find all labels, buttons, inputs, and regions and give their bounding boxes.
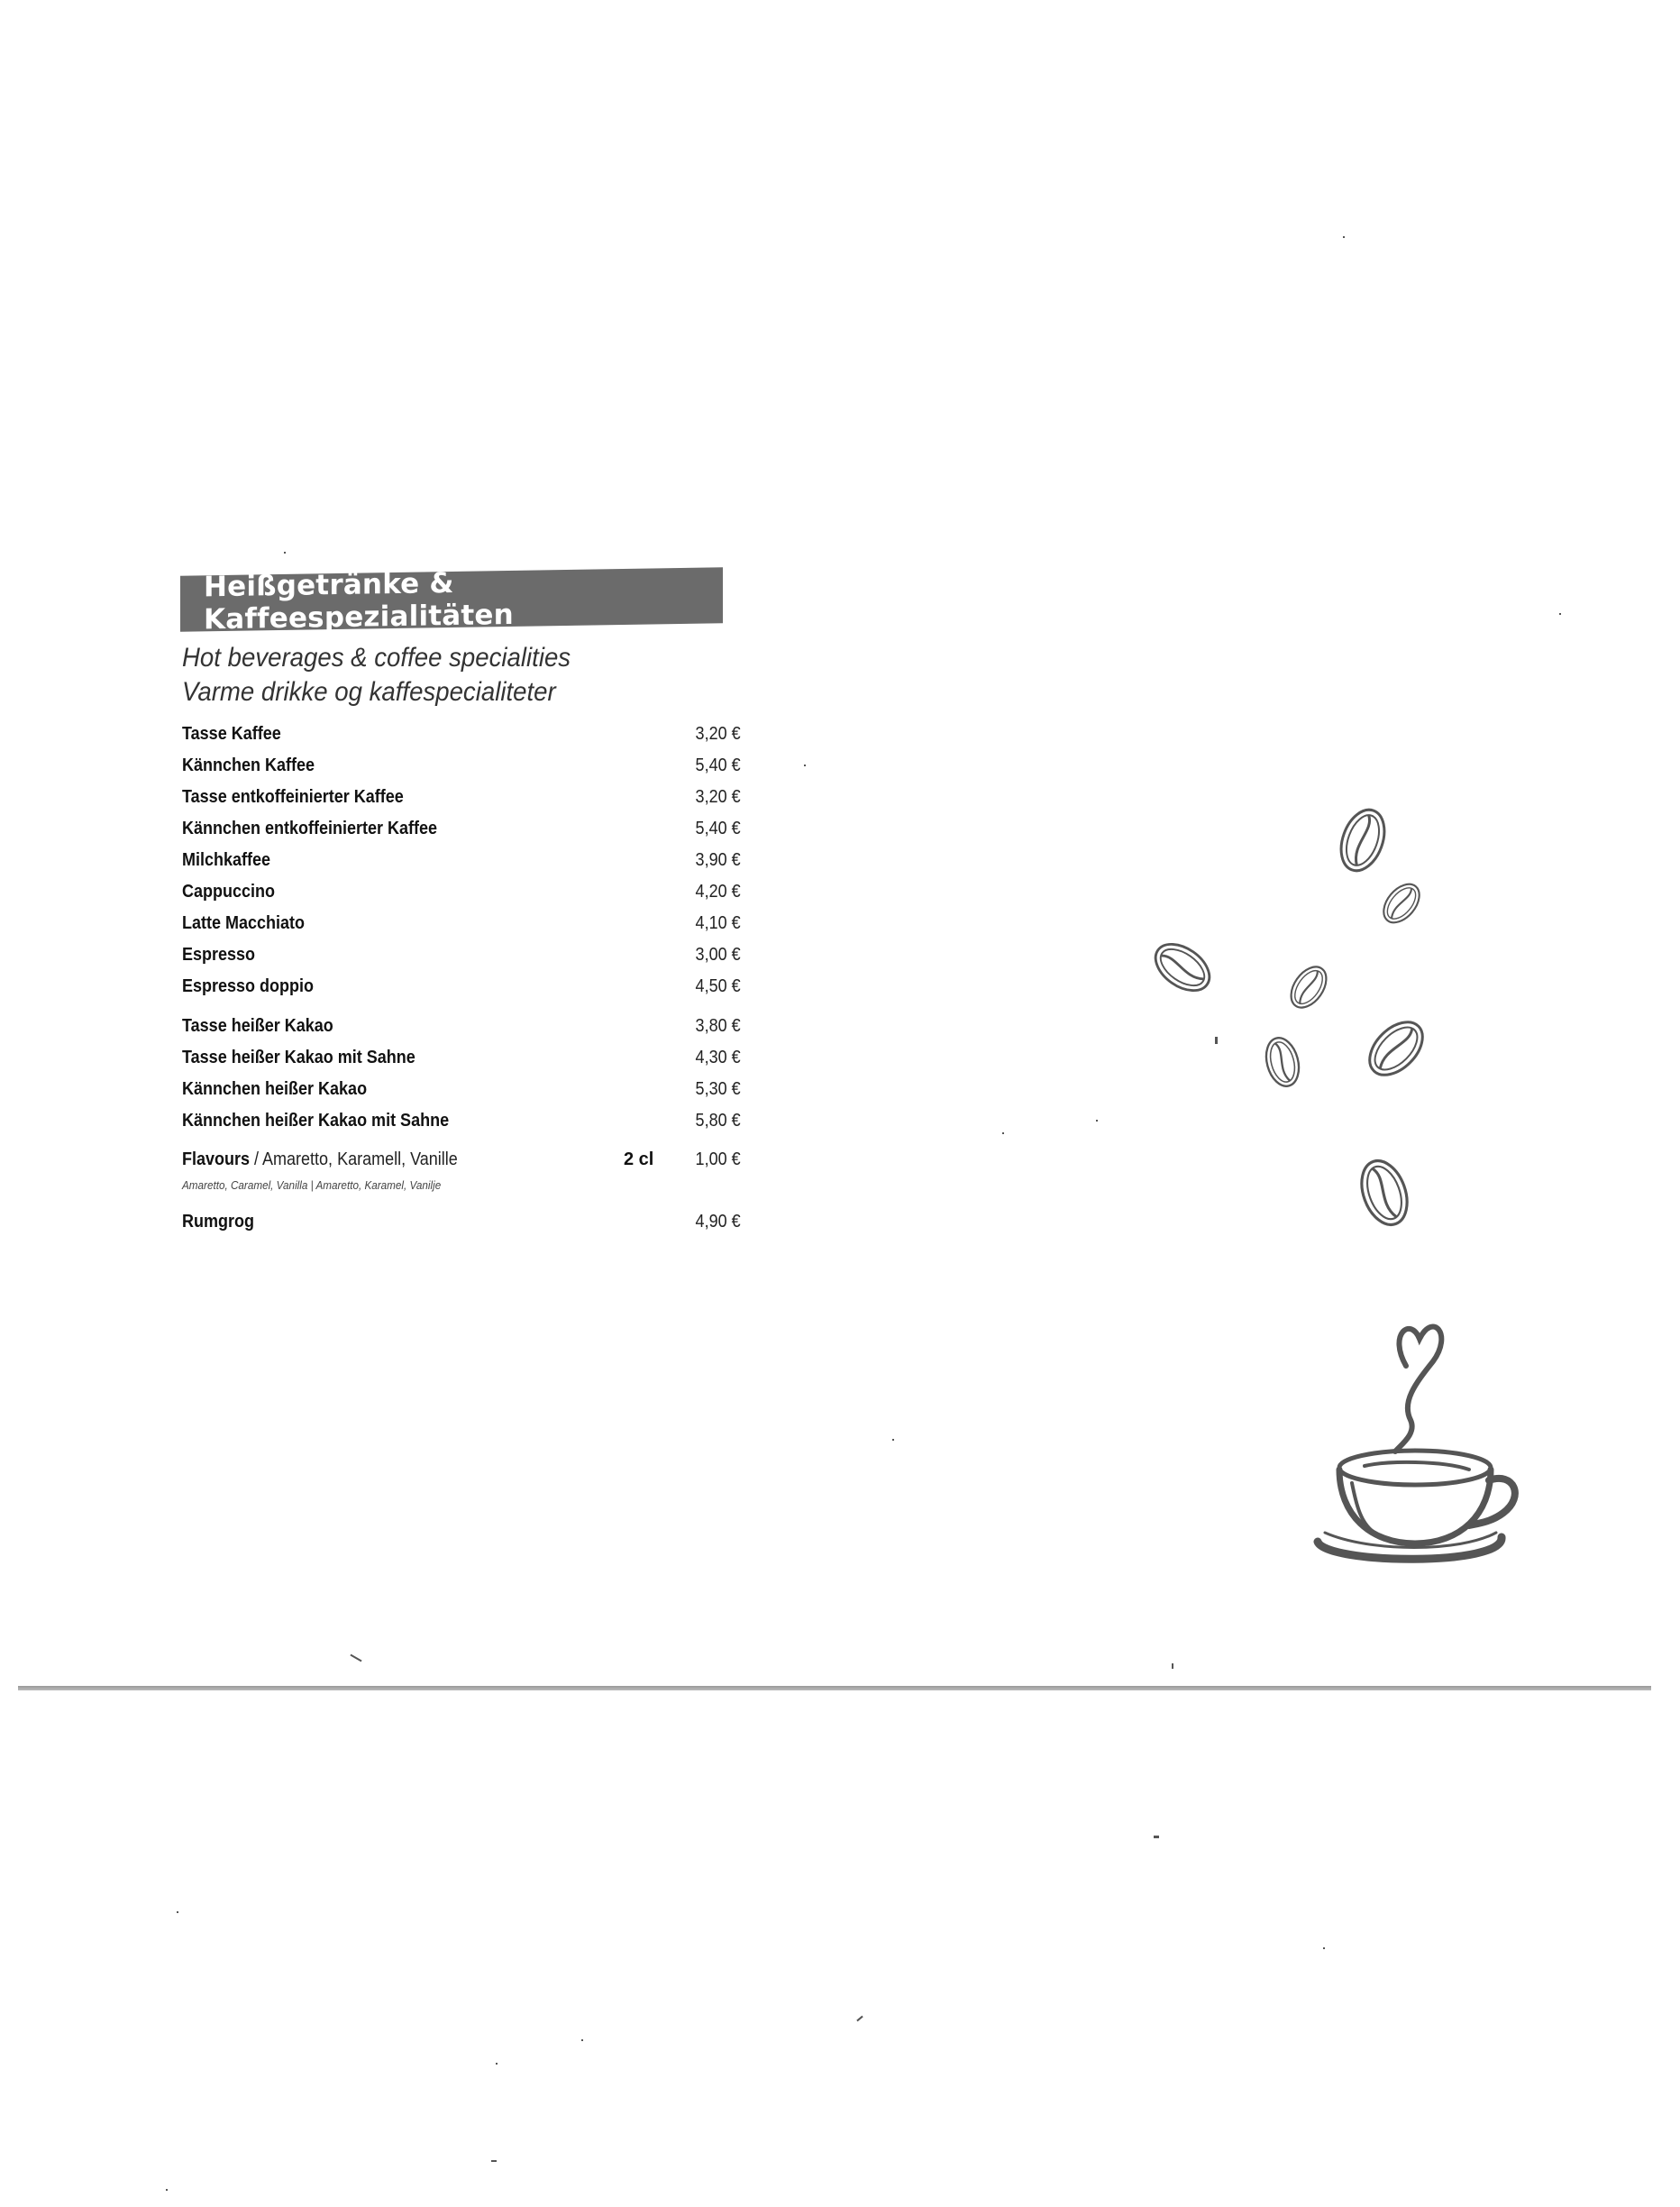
coffee-bean-icon [1333,804,1392,877]
divider-line [18,1686,1651,1690]
item-name: Rumgrog [182,1212,255,1232]
coffee-bean-icon [1147,935,1218,1000]
subtitle-danish: Varme drikke og kaffespecialiteter [182,677,556,707]
section-title: Heißgetränke & Kaffeespezialitäten [204,566,514,636]
item-price: 4,50 € [695,976,741,996]
coffee-bean-icon [1354,1155,1416,1232]
item-price: 4,30 € [695,1048,741,1067]
item-price: 3,20 € [695,787,741,807]
item-price: 1,00 € [695,1149,741,1169]
item-price: 3,80 € [695,1016,741,1036]
item-price: 3,00 € [695,945,741,965]
item-name: Tasse entkoffeinierter Kaffee [182,787,404,807]
coffee-bean-icon [1376,877,1426,929]
coffee-bean-icon [1360,1012,1433,1085]
item-name: Espresso doppio [182,976,315,996]
item-name: Milchkaffee [182,850,271,870]
item-name: Kännchen heißer Kakao mit Sahne [182,1111,450,1131]
item-price: 4,10 € [695,913,741,933]
coffee-bean-icon [1261,1034,1303,1090]
flavours-description: / Amaretto, Karamell, Vanille [250,1149,458,1169]
item-price: 5,30 € [695,1079,741,1099]
item-name: Tasse Kaffee [182,724,281,744]
item-name: Kännchen Kaffee [182,756,315,775]
coffee-bean-icon [1284,960,1334,1013]
item-price: 4,90 € [695,1212,741,1232]
item-price: 3,90 € [695,850,741,870]
flavours-translations: Amaretto, Caramel, Vanilla | Amaretto, Karamel, Vanilje [182,1178,442,1192]
item-name: Cappuccino [182,882,276,902]
flavours-name: Flavours [182,1149,251,1169]
coffee-cup-icon [1318,1326,1515,1559]
item-name: Kännchen entkoffeinierter Kaffee [182,819,438,838]
item-size: 2 cl [624,1149,654,1169]
item-price: 5,40 € [695,819,741,838]
item-name: Espresso [182,945,256,965]
item-name: Tasse heißer Kakao [182,1016,333,1036]
item-name: Kännchen heißer Kakao [182,1079,368,1099]
item-price: 4,20 € [695,882,741,902]
item-price: 3,20 € [695,724,741,744]
item-price: 5,40 € [695,756,741,775]
item-price: 5,80 € [695,1111,741,1131]
item-name: Latte Macchiato [182,913,306,933]
item-name: Tasse heißer Kakao mit Sahne [182,1048,415,1067]
subtitle-english: Hot beverages & coffee specialities [182,643,571,673]
